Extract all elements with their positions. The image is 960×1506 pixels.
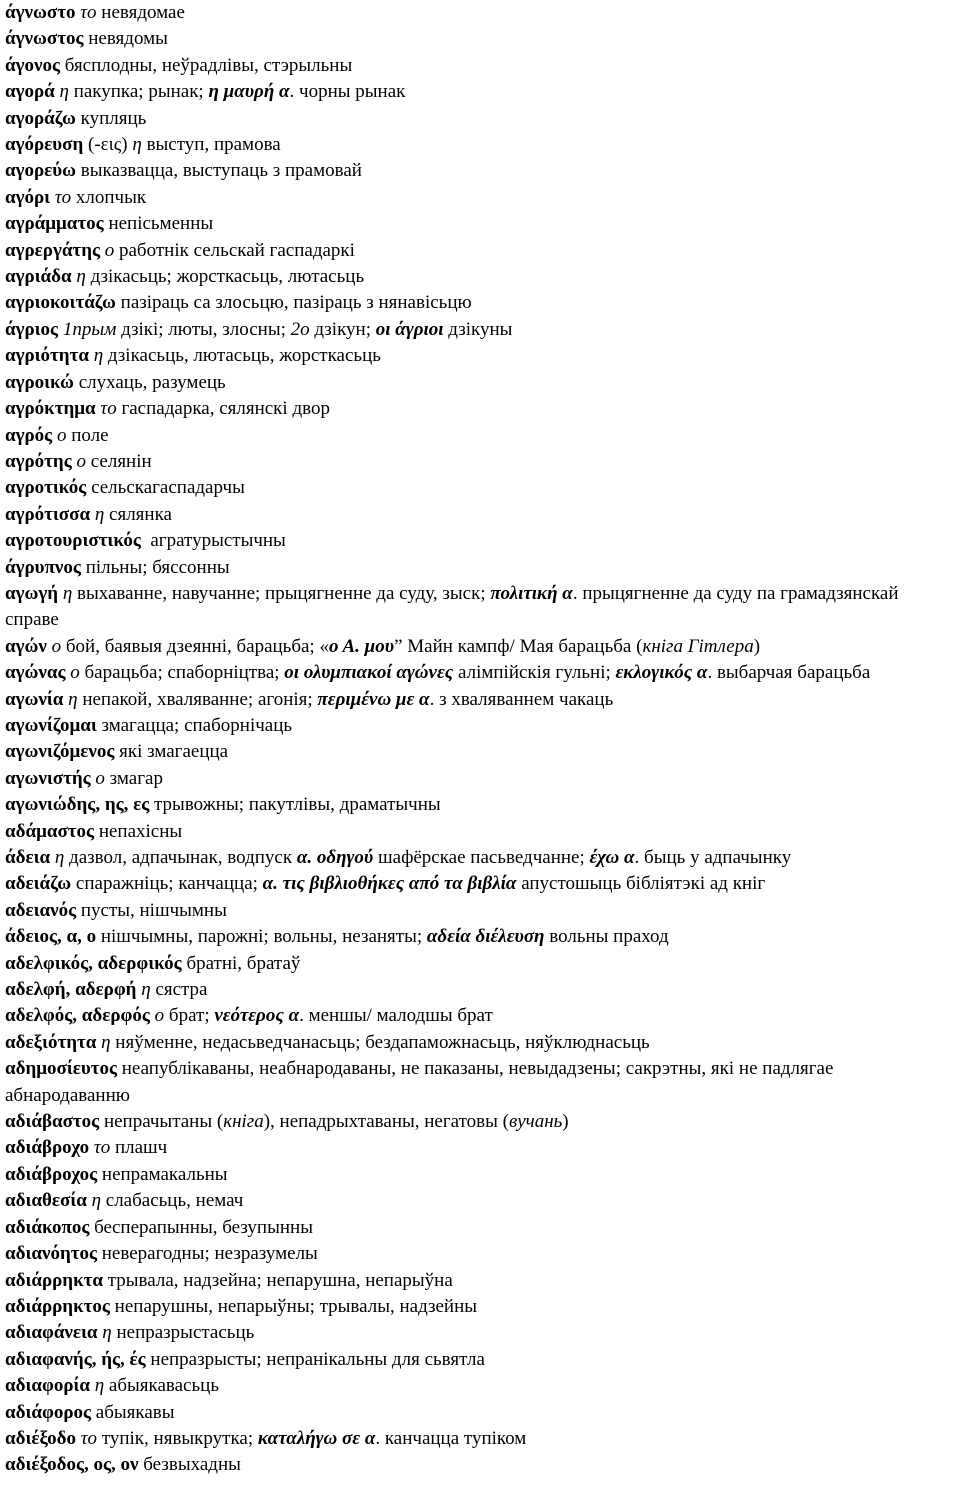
dictionary-entry <box>5 79 954 105</box>
grammar-label: το <box>54 186 72 208</box>
dictionary-entry <box>5 871 954 897</box>
definition-text: трывожны; пакутлівы, драматычны <box>149 794 441 816</box>
grammar-label: η <box>91 1190 102 1212</box>
definition-text: спаражніць; канчацца; <box>71 873 263 895</box>
dictionary-entry <box>5 687 954 713</box>
definition-text: безвыхадны <box>138 1454 241 1476</box>
definition-text: брат; <box>164 1005 215 1027</box>
definition-text: дзікасьць; жорсткасьць, лютасьць <box>85 266 365 288</box>
definition-text: . прыцягненне да суду па грамадзянскай справе <box>5 582 904 631</box>
definition-text: сялянка <box>104 503 172 525</box>
grammar-label: η <box>132 134 142 156</box>
dictionary-entry <box>5 317 954 343</box>
headword: αδιάρρηκτα <box>5 1269 103 1291</box>
phrase: α. οδηγού <box>296 847 374 868</box>
dictionary-entry <box>5 713 954 739</box>
headword: αγωνιζόμενος <box>5 741 115 763</box>
dictionary-entry <box>5 819 954 845</box>
definition-text: дзікі; люты, злосны; <box>116 318 291 340</box>
grammar-label: η <box>59 81 69 103</box>
headword: άγνωστο <box>5 2 76 23</box>
phrase: α. τις βιβλιοθήκες από τα βιβλία <box>262 873 517 895</box>
definition-text: непарушны, непарыўны; трывалы, надзейны <box>109 1295 478 1317</box>
definition-text: змагацца; спаборнічаць <box>96 714 293 736</box>
grammar-label: 2о <box>290 318 310 340</box>
phrase: νεότερος α <box>214 1005 300 1027</box>
dictionary-entry <box>5 370 954 396</box>
definition-text: гаспадарка, сялянскі двор <box>116 398 330 420</box>
dictionary-entry <box>5 924 954 950</box>
definition-text: . быць у адпачынку <box>634 847 792 868</box>
grammar-label: ο <box>154 1005 165 1027</box>
definition-text: неверагодны; незразумелы <box>97 1243 318 1265</box>
grammar-label: η <box>102 1322 112 1344</box>
headword: αδεξιότητα <box>5 1031 97 1053</box>
dictionary-entry <box>5 106 954 132</box>
dictionary-entry <box>5 1135 954 1161</box>
definition-text: . меншы/ малодшы брат <box>299 1005 493 1027</box>
definition-text: няўменне, недасьведчанасьць; бездапаможнасьць, няўклюднасьць <box>110 1031 650 1053</box>
definition-text: слухаць, разумець <box>73 371 226 393</box>
dictionary-entry <box>5 0 954 26</box>
phrase: καταλήγω σε α <box>257 1427 376 1449</box>
phrase: εκλογικός α <box>615 662 708 684</box>
grammar-label: ο <box>104 239 115 261</box>
headword: αγορά <box>5 81 55 103</box>
definition-text: плашч <box>110 1137 168 1159</box>
dictionary-entry <box>5 634 954 660</box>
grammar-label: το <box>100 398 117 420</box>
dictionary-entry <box>5 475 954 501</box>
headword: άγονος <box>5 54 60 76</box>
definition-text: шафёрскае пасьведчанне; <box>373 847 590 868</box>
definition-text: абыякавасьць <box>104 1375 219 1397</box>
definition-text: тупік, нявыкрутка; <box>97 1427 258 1449</box>
grammar-label: ο <box>51 635 62 657</box>
headword: αδάμαστος <box>5 820 95 842</box>
grammar-label: кніга Гітлера <box>642 635 754 657</box>
headword: αγριάδα <box>5 266 72 288</box>
headword: αγωνιώδης, ης, ες <box>5 794 150 816</box>
headword: αγροικώ <box>5 371 74 393</box>
grammar-label: η <box>93 345 104 367</box>
definition-text: выступ, прамова <box>141 134 281 156</box>
phrase: ο Α. μου <box>328 635 395 657</box>
headword: αγοράζω <box>5 107 76 129</box>
dictionary-entry <box>5 264 954 290</box>
definition-text: непрачытаны ( <box>99 1111 224 1133</box>
headword: άδειος, α, ο <box>5 926 97 948</box>
headword: αδιάκοπος <box>5 1216 90 1238</box>
dictionary-entry <box>5 1320 954 1346</box>
definition-text: непразрысты; непранікальны для сьвятла <box>145 1348 485 1370</box>
definition-text: невядомы <box>83 28 168 50</box>
definition-text: непакой, хваляванне; агонія; <box>77 688 318 710</box>
definition-text: барацьба; спаборніцтва; <box>79 662 285 684</box>
grammar-label: 1прым <box>62 318 117 340</box>
grammar-label: ο <box>56 424 67 446</box>
headword: αδιέξοδος, ος, ον <box>5 1454 139 1476</box>
phrase: οι ολυμπιακοί αγώνες <box>284 662 454 684</box>
headword: αγρεργάτης <box>5 239 100 261</box>
dictionary-entry <box>5 1109 954 1135</box>
headword: αγορεύω <box>5 160 77 182</box>
phrase: οι άγριοι <box>375 318 444 340</box>
headword: άγνωστος <box>5 28 84 50</box>
dictionary-entry <box>5 132 954 158</box>
headword: αδιάρρηκτος <box>5 1295 110 1317</box>
definition-text: непісьменны <box>103 213 214 235</box>
definition-text: дзікун; <box>309 318 376 340</box>
headword: αγρότισσα <box>5 503 91 525</box>
dictionary-entry <box>5 951 954 977</box>
dictionary-entry <box>5 581 954 634</box>
definition-text: непрамакальны <box>97 1163 228 1185</box>
dictionary-entry <box>5 396 954 422</box>
definition-text: слабасьць, немач <box>101 1190 244 1212</box>
headword: αδελφή, αδερφή <box>5 979 137 1001</box>
definition-text: вольны праход <box>544 926 669 948</box>
definition-text: выхаванне, навучанне; прыцягненне да суду, зыск; <box>72 582 491 604</box>
dictionary-entry <box>5 423 954 449</box>
grammar-label: η <box>54 847 65 868</box>
definition-text: братні, братаў <box>181 952 301 974</box>
grammar-label: η <box>141 979 151 1001</box>
dictionary-entry <box>5 1056 954 1109</box>
definition-text: сястра <box>150 979 208 1001</box>
grammar-label: кніга <box>223 1111 264 1133</box>
dictionary-entry <box>5 1188 954 1214</box>
grammar-label: το <box>93 1137 111 1159</box>
dictionary-entry <box>5 555 954 581</box>
phrase: αδεία διέλευση <box>426 926 545 948</box>
dictionary-entry <box>5 660 954 686</box>
definition-text: невядомае <box>96 2 185 23</box>
definition-text: пазіраць са злосьцю, пазіраць з нянавісьцю <box>115 292 472 314</box>
grammar-label: ο <box>70 662 80 684</box>
definition-text: нішчымны, парожні; вольны, незаняты; <box>96 926 427 948</box>
definition-text: поле <box>66 424 109 446</box>
definition-text: непразрыстасьць <box>111 1322 255 1344</box>
definition-text: . з хваляваннем чакаць <box>429 688 614 710</box>
dictionary-entry <box>5 185 954 211</box>
definition-text: апустошыць бібліятэкі ад кніг <box>516 873 766 895</box>
grammar-label: η <box>94 1375 105 1397</box>
phrase: περιμένω με α <box>317 688 430 710</box>
headword: αγρότης <box>5 450 72 472</box>
headword: αδιάβαστος <box>5 1111 100 1133</box>
dictionary-entry <box>5 1241 954 1267</box>
dictionary-entry <box>5 26 954 52</box>
headword: αγροτικός <box>5 477 87 499</box>
definition-text: ” Майн кампф/ Мая барацьба ( <box>394 635 643 657</box>
definition-text: . выбарчая барацьба <box>707 662 871 684</box>
definition-text: купляць <box>75 107 147 129</box>
dictionary-entry <box>5 1268 954 1294</box>
grammar-label: η <box>101 1031 111 1053</box>
phrase: η μαυρή α <box>208 81 290 103</box>
definition-text: ) <box>753 635 761 657</box>
headword: άδεια <box>5 847 51 868</box>
headword: αδιαφανής, ής, ές <box>5 1348 146 1370</box>
definition-text: беcперапынны, безупынны <box>89 1216 313 1238</box>
definition-text: абыякавы <box>91 1401 175 1423</box>
phrase: πολιτική α <box>490 582 573 604</box>
headword: αγωγή <box>5 582 59 604</box>
definition-text: бой, баявыя дзеянні, барацьба; « <box>61 635 329 657</box>
headword: αγρός <box>5 424 53 446</box>
definition-text: змагар <box>104 767 163 789</box>
headword: αγώνας <box>5 662 66 684</box>
definition-text: алімпійскія гульні; <box>453 662 616 684</box>
dictionary-entry <box>5 1400 954 1426</box>
dictionary-entry <box>5 739 954 765</box>
headword: αγών <box>5 635 47 657</box>
phrase: έχω α <box>589 847 635 868</box>
dictionary-entry <box>5 1162 954 1188</box>
dictionary-entry <box>5 1030 954 1056</box>
headword: αγράμματος <box>5 213 104 235</box>
definition-text: выказвацца, выступаць з прамовай <box>76 160 362 182</box>
headword: αγόρι <box>5 186 51 208</box>
headword: αδιάβροχο <box>5 1137 90 1159</box>
grammar-label: η <box>76 266 86 288</box>
dictionary-entry <box>5 977 954 1003</box>
headword: αδιέξοδο <box>5 1427 76 1449</box>
dictionary-entry <box>5 792 954 818</box>
dictionary-entry <box>5 1347 954 1373</box>
dictionary-entry <box>5 1215 954 1241</box>
dictionary-entry <box>5 1373 954 1399</box>
grammar-label: το <box>80 2 97 23</box>
dictionary-entry <box>5 238 954 264</box>
dictionary-entry <box>5 449 954 475</box>
definition-text: агратурыстычны <box>140 530 286 552</box>
headword: αγριότητα <box>5 345 89 367</box>
headword: αδιαφορία <box>5 1375 90 1397</box>
headword: αδιανόητος <box>5 1243 98 1265</box>
definition-text: пакупка; рынак; <box>68 81 209 103</box>
definition-text: ) <box>562 1111 569 1133</box>
headword: αδειανός <box>5 899 77 921</box>
headword: αδειάζω <box>5 873 72 895</box>
dictionary-entry <box>5 766 954 792</box>
definition-text: . чорны рынак <box>289 81 406 103</box>
definition-text: дзікасьць, лютасьць, жорсткасьць <box>103 345 381 367</box>
definition-text: непахісны <box>94 820 183 842</box>
dictionary-entry <box>5 290 954 316</box>
headword: αγόρευση <box>5 134 84 156</box>
grammar-label: η <box>68 688 78 710</box>
grammar-label: ο <box>95 767 105 789</box>
headword: αγωνία <box>5 688 64 710</box>
definition-text: пільны; бяссонны <box>80 556 230 578</box>
definition-text: хлопчык <box>71 186 147 208</box>
definition-text: сельскагаспадарчы <box>86 477 245 499</box>
dictionary-entry <box>5 53 954 79</box>
grammar-label: вучань <box>508 1111 563 1133</box>
grammar-label: η <box>94 503 105 525</box>
headword: αγροτουριστικός <box>5 530 141 552</box>
definition-text: бясплодны, неўрадлівы, стэрыльны <box>60 54 353 76</box>
dictionary-entry <box>5 1003 954 1029</box>
definition-text: (-εις) <box>83 134 133 156</box>
headword: αδιαφάνεια <box>5 1322 98 1344</box>
dictionary-entry <box>5 211 954 237</box>
definition-text: работнік сельскай гаспадаркі <box>114 239 355 261</box>
dictionary-entry <box>5 1294 954 1320</box>
headword: αδελφικός, αδερφικός <box>5 952 182 974</box>
headword: άγρυπνος <box>5 556 81 578</box>
headword: αδημοσίευτος <box>5 1058 118 1080</box>
definition-text: трывала, надзейна; непарушна, непарыўна <box>103 1269 453 1291</box>
headword: αδιαθεσία <box>5 1190 87 1212</box>
headword: αδιάβροχος <box>5 1163 98 1185</box>
dictionary-entry <box>5 528 954 554</box>
definition-text: ), непадрыхтаваны, негатовы ( <box>263 1111 509 1133</box>
headword: αδιάφορος <box>5 1401 92 1423</box>
grammar-label: ο <box>76 450 86 472</box>
headword: αγωνιστής <box>5 767 91 789</box>
dictionary-entry <box>5 898 954 924</box>
dictionary-entry <box>5 1426 954 1452</box>
grammar-label: το <box>80 1427 98 1449</box>
headword: αδελφός, αδερφός <box>5 1005 150 1027</box>
definition-text: селянін <box>85 450 152 472</box>
headword: αγρόκτημα <box>5 398 96 420</box>
dictionary-entry <box>5 1452 954 1478</box>
definition-text: пусты, нішчымны <box>76 899 227 921</box>
headword: άγριος <box>5 318 59 340</box>
definition-text: . канчацца тупіком <box>375 1427 527 1449</box>
definition-text: дазвол, адпачынак, водпуск <box>64 847 297 868</box>
headword: αγριοκοιτάζω <box>5 292 116 314</box>
grammar-label: η <box>62 582 73 604</box>
dictionary-entry <box>5 502 954 528</box>
dictionary-entry <box>5 845 954 871</box>
definition-text: неапублікаваны, неабнародаваны, не паказаны, невыдадзены; сакрэтны, які не падлягае абнародаванню <box>5 1058 839 1106</box>
dictionary-entry <box>5 158 954 184</box>
dictionary-entry <box>5 343 954 369</box>
definition-text: дзікуны <box>443 318 513 340</box>
headword: αγωνίζομαι <box>5 714 97 736</box>
definition-text: які змагаецца <box>114 741 229 763</box>
